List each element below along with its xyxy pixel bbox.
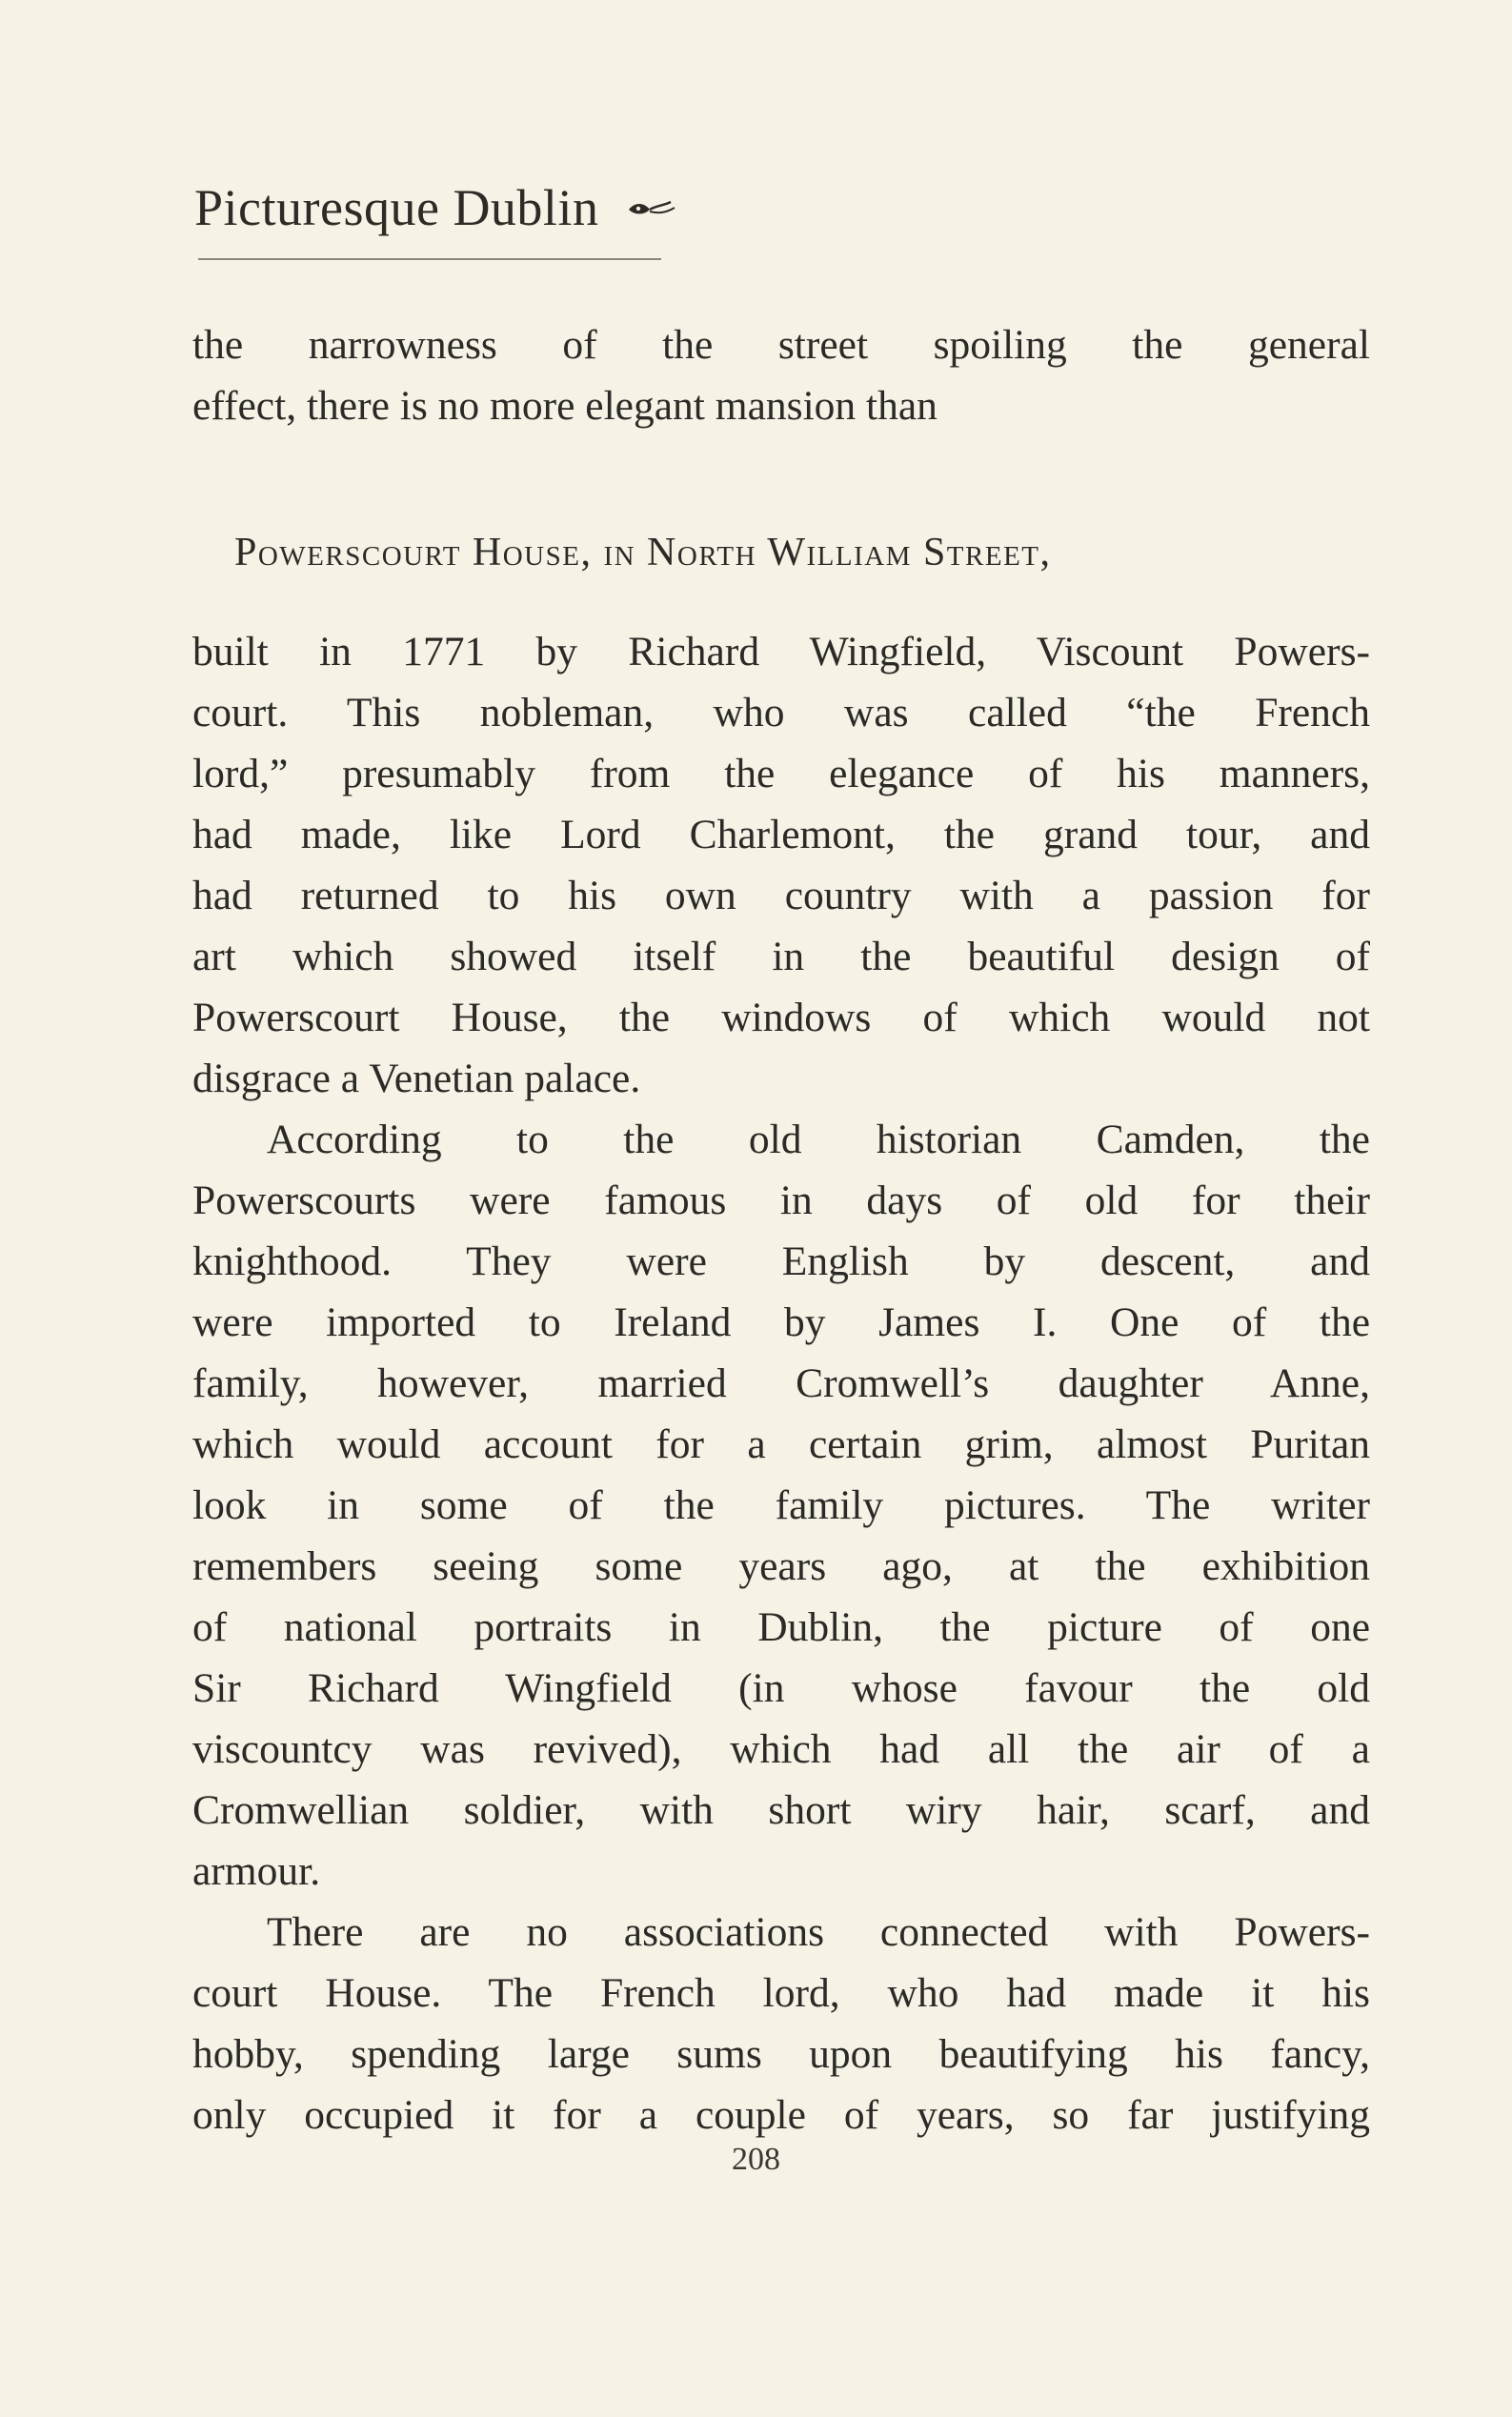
text-line: lord,” presumably from the elegance of his manners, — [192, 751, 1370, 796]
text-line: which would account for a certain grim, almost Puritan — [192, 1421, 1370, 1467]
text-line: Cromwellian soldier, with short wiry hair, scarf, and — [192, 1787, 1370, 1833]
text-line: court House. The French lord, who had made it his — [192, 1970, 1370, 2016]
text-line: art which showed itself in the beautiful design of — [192, 934, 1370, 979]
subheading: Powerscourt House, in North William Street, — [234, 531, 1052, 574]
text-line: were imported to Ireland by James I. One of the — [192, 1299, 1370, 1345]
page-number: 208 — [732, 2142, 780, 2177]
fleuron-ornament-icon — [625, 196, 680, 230]
text-line: had returned to his own country with a passion for — [192, 873, 1370, 918]
text-line: only occupied it for a couple of years, so far justifying — [192, 2092, 1370, 2138]
text-line: Sir Richard Wingfield (in whose favour the old — [192, 1665, 1370, 1711]
running-title: Picturesque Dublin — [194, 179, 599, 236]
text-line: remembers seeing some years ago, at the exhibition — [192, 1543, 1370, 1589]
text-line: hobby, spending large sums upon beautifying his fancy, — [192, 2031, 1370, 2077]
running-head — [194, 170, 680, 246]
text-line: disgrace a Venetian palace. — [192, 1056, 641, 1101]
text-line: family, however, married Cromwell’s daughter Anne, — [192, 1360, 1370, 1406]
opening-paragraph — [192, 314, 1370, 436]
text-line: According to the old historian Camden, the — [267, 1117, 1370, 1162]
text-line: armour. — [192, 1848, 321, 1894]
header-rule — [198, 258, 661, 260]
text-line: of national portraits in Dublin, the picture of one — [192, 1604, 1370, 1650]
text-line: There are no associations connected with Powers- — [267, 1909, 1370, 1955]
text-line: Powerscourt House, the windows of which would not — [192, 995, 1370, 1040]
text-line: had made, like Lord Charlemont, the grand tour, and — [192, 812, 1370, 857]
text-line: viscountcy was revived), which had all the air of a — [192, 1726, 1370, 1772]
text-line: built in 1771 by Richard Wingfield, Viscount Powers- — [192, 629, 1370, 675]
text-line: court. This nobleman, who was called “the French — [192, 690, 1370, 735]
text-line: look in some of the family pictures. The writer — [192, 1482, 1370, 1528]
text-line: the narrowness of the street spoiling the general — [192, 322, 1370, 368]
text-line: knighthood. They were English by descent, and — [192, 1239, 1370, 1284]
text-line: effect, there is no more elegant mansion than — [192, 383, 937, 429]
text-line: Powerscourts were famous in days of old for their — [192, 1178, 1370, 1223]
body-text — [192, 621, 1370, 2145]
